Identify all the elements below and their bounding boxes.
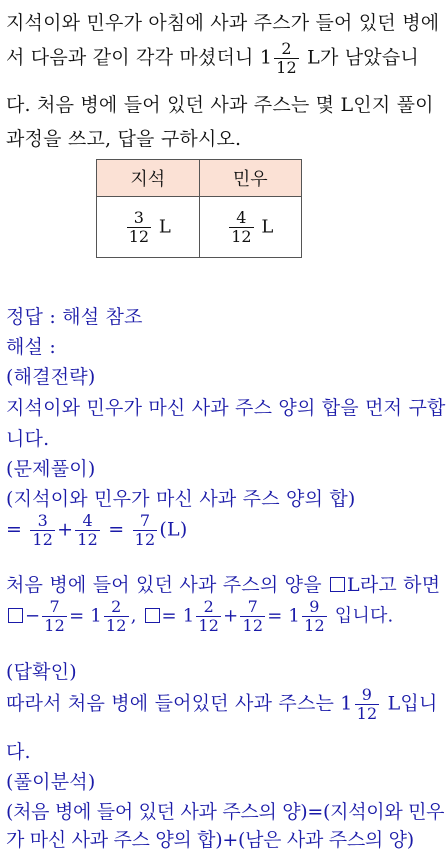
fraction — [104, 598, 129, 635]
fraction-numerator: 7 — [49, 597, 60, 616]
problem-line-4: 과정을 쓰고, 답을 구하시오. — [6, 128, 242, 150]
table-cell-minwoo — [199, 197, 302, 258]
fraction-numerator: 7 — [139, 511, 151, 530]
cell-fraction — [127, 209, 151, 246]
fraction-denominator: 12 — [77, 530, 99, 549]
fraction-numerator: 2 — [111, 597, 122, 616]
fraction-numerator: 2 — [203, 597, 214, 616]
fraction — [240, 598, 265, 635]
fraction-numerator: 4 — [82, 511, 93, 530]
cell-unit: L — [261, 216, 274, 237]
plus-sign: + — [57, 518, 74, 541]
fraction — [302, 598, 327, 635]
check-line-1 — [6, 685, 438, 723]
fraction-denominator: 12 — [44, 616, 66, 635]
fraction-numerator: 2 — [281, 39, 292, 58]
fraction-denominator: 12 — [128, 226, 150, 246]
problem-line-2 — [6, 39, 419, 77]
equation-sum — [6, 512, 396, 549]
fraction-numerator: 3 — [133, 207, 144, 227]
strategy-line-1: 지석이와 민우가 마신 사과 주스 양의 합을 먼저 구합 — [6, 397, 446, 419]
solve-title: (문제풀이) — [6, 458, 96, 480]
check-line-2: 다. — [6, 741, 31, 763]
solve-line-2 — [6, 570, 441, 597]
equation-tail: 입니다. — [328, 605, 394, 627]
equation-unknown — [6, 598, 396, 635]
unknown-box-icon — [8, 608, 23, 623]
solve-line-1: (지석이와 민우가 마신 사과 주스 양의 합) — [6, 488, 356, 510]
plus-sign: + — [223, 605, 239, 627]
solve-line-2-text-b: L라고 하면 — [347, 574, 441, 596]
fraction-numerator: 3 — [37, 511, 48, 530]
analysis-line-1: (처음 병에 들어 있던 사과 주스의 양)=(지석이와 민우 — [6, 801, 445, 823]
check-text-a: 따라서 처음 병에 들어있던 사과 주스는 1 — [6, 692, 353, 715]
fraction-denominator: 12 — [356, 704, 378, 723]
minus-sign: − — [25, 605, 41, 627]
fraction-denominator: 12 — [304, 616, 325, 635]
solve-line-2-text-a: 처음 병에 들어 있던 사과 주스의 양을 — [6, 574, 322, 596]
check-title: (답확인) — [6, 661, 77, 683]
fraction-denominator: 12 — [32, 530, 54, 549]
fraction-numerator: 4 — [236, 207, 247, 227]
fraction — [42, 598, 67, 635]
fraction-numerator: 9 — [361, 685, 373, 704]
equals-one: = 1 — [267, 605, 301, 627]
fraction — [355, 686, 380, 723]
unit-text: (L) — [159, 518, 188, 541]
problem-line-1: 지석이와 민우가 아침에 사과 주스가 들어 있던 병에 — [6, 12, 440, 34]
analysis-line-2: 가 마신 사과 주스 양의 합)+(남은 사과 주스의 양) — [6, 829, 414, 851]
table-cell-jiseok — [97, 197, 200, 258]
table-header-jiseok: 지석 — [97, 160, 200, 197]
problem-line-3: 다. 처음 병에 들어 있던 사과 주스는 몇 L인지 풀이 — [6, 94, 434, 116]
table-header-minwoo: 민우 — [199, 160, 302, 197]
analysis-title: (풀이분석) — [6, 771, 96, 793]
fraction-numerator: 7 — [247, 597, 259, 616]
consumption-table — [96, 159, 302, 258]
equals-one: = 1 — [161, 605, 195, 627]
fraction — [196, 598, 221, 635]
problem-line-2-text-a: 서 다음과 같이 각각 마셨더니 1 — [6, 46, 273, 69]
fraction-denominator: 12 — [276, 58, 297, 77]
fraction — [75, 512, 100, 549]
fraction-denominator: 12 — [134, 530, 156, 549]
fraction-numerator: 9 — [309, 597, 320, 616]
fraction-denominator: 12 — [198, 616, 220, 635]
check-text-b: L입니 — [381, 692, 438, 715]
problem-fraction — [274, 40, 299, 77]
fraction — [133, 512, 158, 549]
comma: , — [130, 605, 137, 627]
equals-one: = 1 — [69, 605, 102, 627]
fraction-denominator: 12 — [242, 616, 264, 635]
strategy-line-2: 니다. — [6, 428, 50, 450]
problem-line-2-text-b: L가 남았습니 — [300, 46, 419, 69]
fraction — [30, 512, 55, 549]
answer-line: 정답 : 해설 참조 — [6, 306, 143, 328]
equals-sign: = — [6, 518, 23, 541]
equals-sign: = — [108, 518, 125, 541]
fraction-denominator: 12 — [105, 616, 127, 635]
fraction-denominator: 12 — [231, 226, 252, 246]
unknown-box-icon — [330, 577, 345, 592]
unknown-box-icon — [145, 608, 160, 623]
explain-label: 해설 : — [6, 336, 56, 358]
cell-fraction — [229, 209, 253, 246]
cell-unit: L — [158, 216, 171, 237]
strategy-title: (해결전략) — [6, 366, 96, 388]
